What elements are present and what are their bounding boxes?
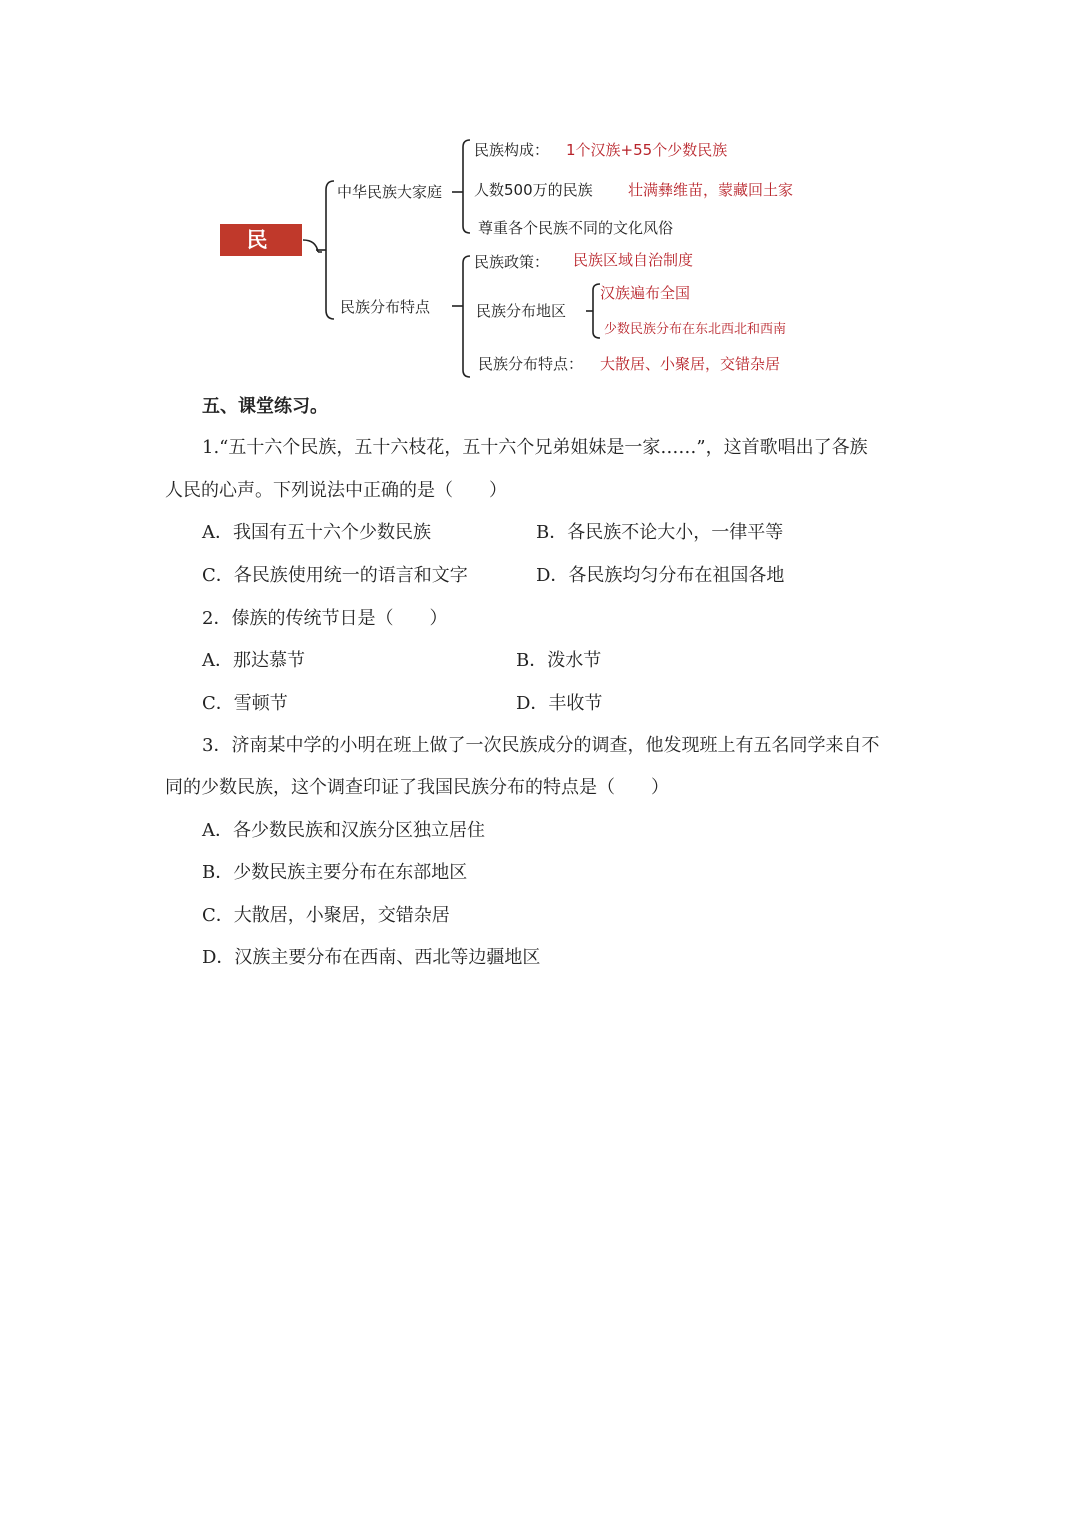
item-policy-value: 民族区域自治制度 [573,251,694,269]
q2-option-c: C．雪顿节 [202,693,288,714]
exercise-heading: 五、课堂练习。 [202,396,328,417]
item-composition-label: 民族构成： [474,141,550,159]
q2-option-a: A．那达慕节 [202,650,305,671]
q3-line1: 3．济南某中学的小明在班上做了一次民族成分的调查，他发现班上有五名同学来自不 [202,735,880,756]
q3-line2: 同的少数民族，这个调查印证了我国民族分布的特点是（ ） [165,777,669,798]
q3-option-d: D．汉族主要分布在西南、西北等边疆地区 [202,947,541,968]
q2-option-b: B．泼水节 [516,650,602,671]
q1-line1: 1.“五十六个民族，五十六枝花，五十六个兄弟姐妹是一家……”，这首歌唱出了各族 [202,437,868,458]
q1-option-b: B．各民族不论大小，一律平等 [536,522,784,543]
q3-option-a: A．各少数民族和汉族分区独立居住 [202,820,485,841]
item-feature-label: 民族分布特点： [478,355,584,373]
mindmap-root: 民 族 [220,224,302,256]
item-composition-value: 1个汉族+55个少数民族 [566,141,728,159]
q2-line1: 2．傣族的传统节日是（ ） [202,608,448,629]
item-region-han: 汉族遍布全国 [600,284,691,302]
q3-option-b: B．少数民族主要分布在东部地区 [202,862,468,883]
q1-option-c: C．各民族使用统一的语言和文字 [202,565,468,586]
item-region-minority: 少数民族分布在东北西北和西南 [604,322,787,337]
item-region-label: 民族分布地区 [476,302,567,320]
branch-family: 中华民族大家庭 [337,183,443,201]
branch-distribution: 民族分布特点 [340,298,431,316]
q1-option-d: D．各民族均匀分布在祖国各地 [536,565,785,586]
item-population-label: 人数500万的民族 [474,181,593,199]
q1-option-a: A．我国有五十六个少数民族 [202,522,431,543]
item-policy-label: 民族政策： [474,253,550,271]
q3-option-c: C．大散居，小聚居，交错杂居 [202,905,450,926]
q2-option-d: D．丰收节 [516,693,603,714]
q1-line2: 人民的心声。下列说法中正确的是（ ） [165,480,507,501]
mindmap-connectors [0,0,1080,400]
item-respect-customs: 尊重各个民族不同的文化风俗 [478,219,674,237]
item-feature-value: 大散居、小聚居，交错杂居 [600,355,781,373]
item-population-value: 壮满彝维苗，蒙藏回土家 [628,181,794,199]
